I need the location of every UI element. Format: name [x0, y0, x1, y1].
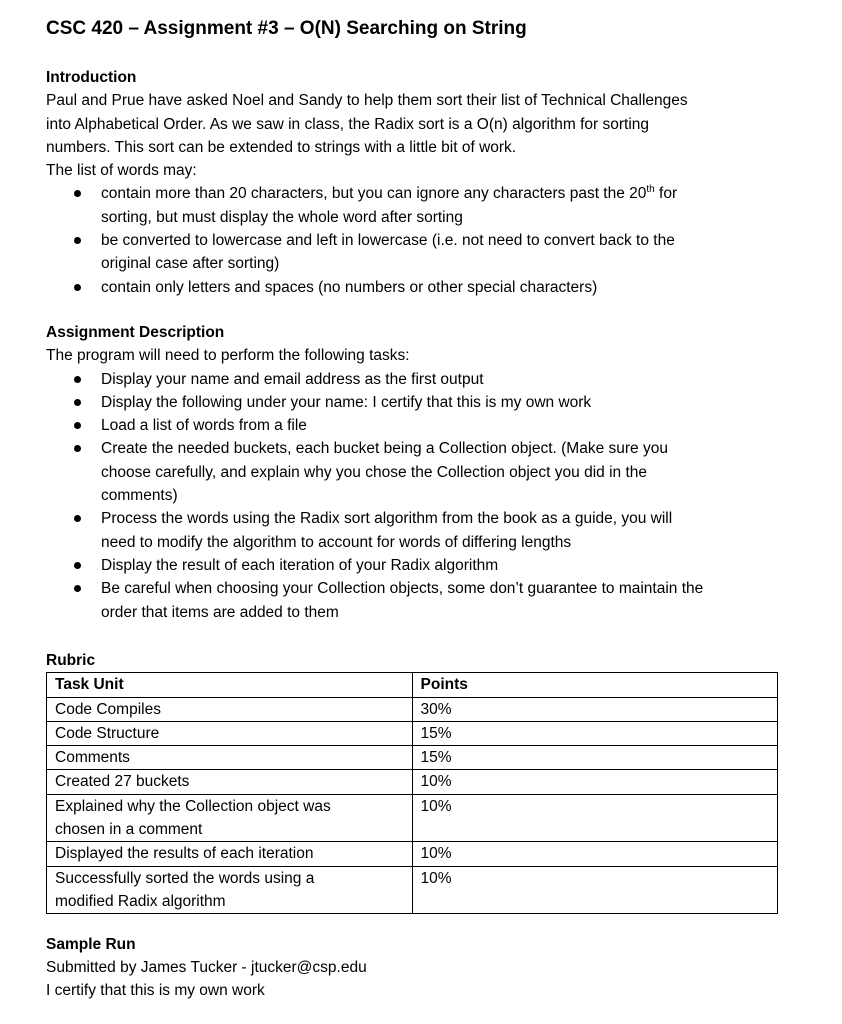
intro-line-2: into Alphabetical Order. As we saw in class, the Radix sort is a O(n) algorithm for sorting [46, 115, 650, 133]
introduction-heading: Introduction [46, 69, 137, 86]
rubric-header-row [47, 673, 778, 697]
bullet-icon [74, 376, 81, 383]
bullet-icon [74, 585, 81, 592]
intro-bullet-list [46, 182, 806, 298]
task-unit-cell: Code Structure [47, 721, 413, 745]
sample-run-line-2: I certify that this is my own work [46, 982, 265, 999]
task-unit-cell: Successfully sorted the words using a modified Radix algorithm [47, 866, 413, 914]
points-cell: 15% [412, 721, 777, 745]
list-item: contain more than 20 characters, but you can ignore any characters past the 20th for sorting, but must display the whole word after sorting [46, 182, 806, 229]
bullet-icon [74, 422, 81, 429]
table-row [47, 842, 778, 866]
task-item: Create the needed buckets, each bucket being a Collection object. (Make sure you choose carefully, and explain why you chose the Collection object you did in the comments) [46, 437, 806, 507]
description-intro: The program will need to perform the following tasks: [46, 347, 410, 365]
bullet-icon [74, 515, 81, 522]
description-section [46, 321, 806, 624]
task-item: Process the words using the Radix sort algorithm from the book as a guide, you will need to modify the algorithm to account for words of differing lengths [46, 507, 806, 554]
task-unit-cell: Comments [47, 746, 413, 770]
table-row [47, 746, 778, 770]
points-header: Points [412, 673, 777, 697]
table-row [47, 721, 778, 745]
sample-run-line-1: Submitted by James Tucker - jtucker@csp.edu [46, 959, 367, 976]
bullet-icon [74, 445, 81, 452]
introduction-section [46, 66, 806, 299]
task-unit-cell: Code Compiles [47, 697, 413, 721]
sample-run-section [46, 933, 806, 1002]
points-cell: 10% [412, 770, 777, 794]
list-item: contain only letters and spaces (no numbers or other special characters) [46, 276, 806, 299]
task-item: Display your name and email address as the first output [46, 368, 806, 391]
list-item: be converted to lowercase and left in lowercase (i.e. not need to convert back to the original case after sorting) [46, 229, 806, 276]
bullet-icon [74, 190, 81, 197]
intro-line-3: numbers. This sort can be extended to strings with a little bit of work. [46, 138, 517, 156]
points-cell: 10% [412, 842, 777, 866]
document-title: CSC 420 – Assignment #3 – O(N) Searching on String [46, 18, 527, 39]
bullet-icon [74, 562, 81, 569]
rubric-section [46, 649, 806, 914]
bullet-icon [74, 237, 81, 244]
points-cell: 10% [412, 866, 777, 914]
intro-line-1: Paul and Prue have asked Noel and Sandy to help them sort their list of Technical Challenges [46, 92, 688, 110]
table-row [47, 794, 778, 842]
task-unit-cell: Displayed the results of each iteration [47, 842, 413, 866]
table-row [47, 866, 778, 914]
task-list [46, 368, 806, 624]
task-item: Load a list of words from a file [46, 414, 806, 437]
intro-line-4: The list of words may: [46, 162, 197, 180]
sample-run-heading: Sample Run [46, 936, 136, 953]
bullet-icon [74, 284, 81, 291]
rubric-table [46, 672, 778, 914]
points-cell: 30% [412, 697, 777, 721]
description-heading: Assignment Description [46, 324, 225, 341]
rubric-heading: Rubric [46, 652, 96, 669]
task-item: Be careful when choosing your Collection objects, some don’t guarantee to maintain the order that items are added to them [46, 577, 806, 624]
table-row [47, 697, 778, 721]
task-item: Display the following under your name: I certify that this is my own work [46, 391, 806, 414]
bullet-icon [74, 399, 81, 406]
task-unit-cell: Explained why the Collection object was chosen in a comment [47, 794, 413, 842]
table-row [47, 770, 778, 794]
task-item: Display the result of each iteration of your Radix algorithm [46, 554, 806, 577]
task-unit-header: Task Unit [47, 673, 413, 697]
points-cell: 15% [412, 746, 777, 770]
task-unit-cell: Created 27 buckets [47, 770, 413, 794]
points-cell: 10% [412, 794, 777, 842]
